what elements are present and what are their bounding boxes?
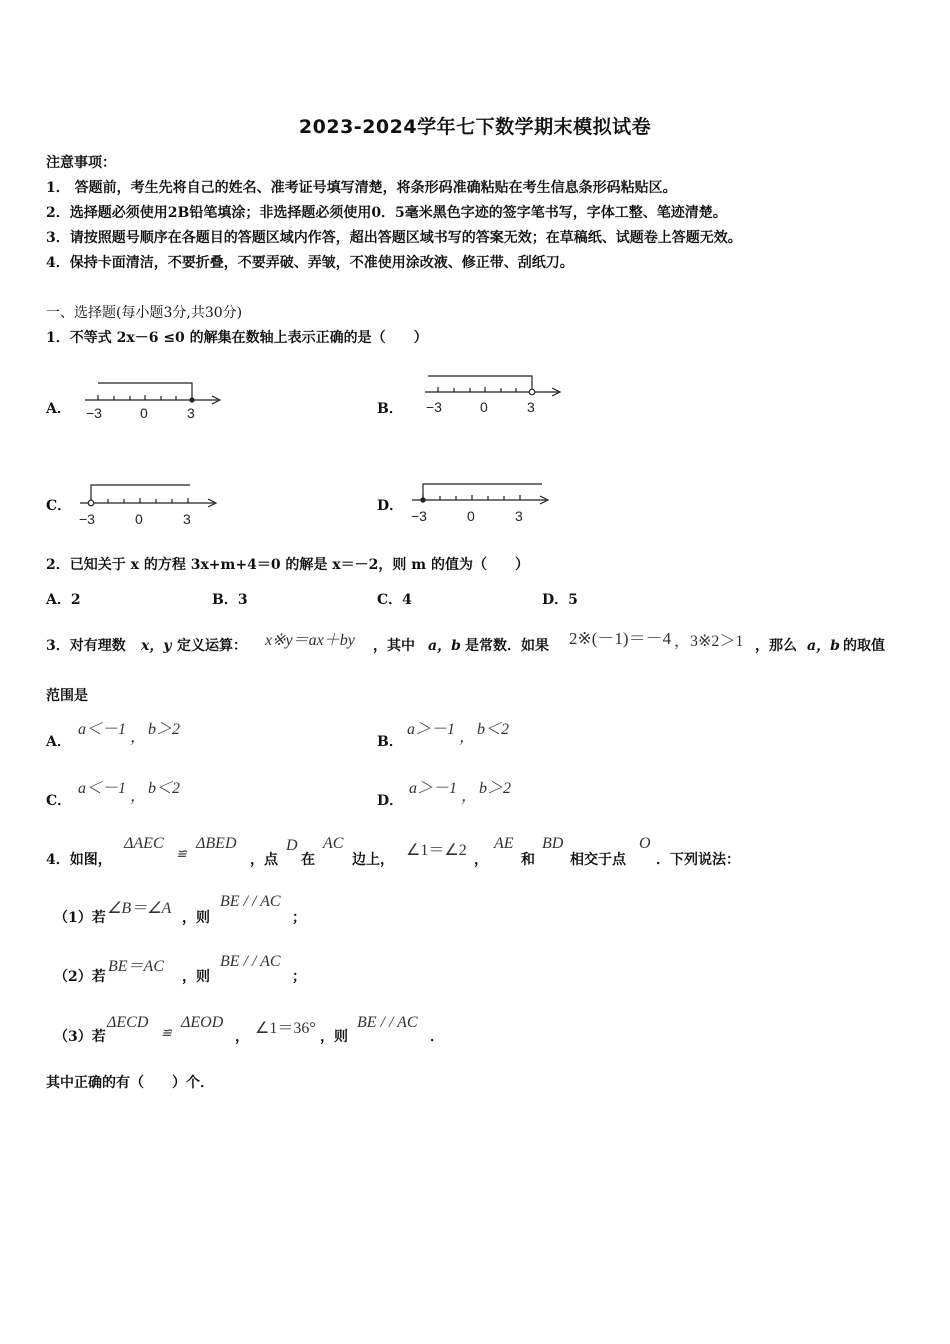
q4-statement-1-lead: （1）若: [54, 910, 106, 926]
q4-statement-3-c2: ΔEOD: [181, 1014, 224, 1031]
tick-label: 0: [480, 399, 488, 415]
q4-statement-3-then: ，则: [320, 1029, 348, 1045]
q3-option-b-c1: a＞－1: [407, 721, 456, 738]
q3-condition-2: 3※2＞1: [690, 633, 744, 650]
tick-label: 3: [187, 405, 195, 421]
tick-label: 0: [135, 511, 143, 527]
q4-statement-2-end: ；: [292, 969, 306, 985]
q3-condition-1: 2※(－1)＝－4: [569, 629, 672, 648]
section-heading: 一、选择题(每小题3分,共30分): [46, 305, 243, 321]
notice-item: 2．选择题必须使用2B铅笔填涂；非选择题必须使用0．5毫米黑色字迹的签字笔书写，字体工整、笔迹清楚。: [46, 205, 727, 221]
q4-segment-ac: AC: [323, 835, 344, 852]
q4-statement-3-sep: ，: [235, 1029, 249, 1045]
tick-label: 3: [515, 508, 523, 524]
page-title: 2023-2024学年七下数学期末模拟试卷: [298, 116, 652, 138]
tick-label: −3: [86, 405, 102, 421]
q1-option-c-label: C．: [46, 498, 72, 514]
q4-triangle-1: ΔAEC: [124, 835, 164, 852]
notice-heading: 注意事项：: [46, 155, 116, 171]
q3-vars: a，b: [807, 638, 840, 654]
notice-item: 3．请按照题号顺序在各题目的答题区域内作答，超出答题区域书写的答案无效；在草稿纸、试题卷上答题无效。: [46, 230, 742, 246]
q3-option-d-label: D．: [377, 793, 404, 809]
q3-text: 是常数．如果: [465, 638, 549, 654]
q3-option-c-label: C．: [46, 793, 72, 809]
q3-option-c-c2: b＜2: [148, 780, 181, 797]
tick-label: 0: [140, 405, 148, 421]
q4-text: ．下列说法：: [656, 852, 740, 868]
q3-text: 的取值: [843, 638, 885, 654]
q4-text: 在: [301, 852, 315, 868]
q3-comma: ，: [674, 633, 691, 650]
q2-option-a: A．2: [46, 592, 81, 608]
q3-option-a-label: A．: [46, 734, 71, 750]
q1-option-b-label: B．: [377, 401, 403, 417]
q3-option-b-sep: ，: [459, 729, 476, 746]
q1-option-d-label: D．: [377, 498, 404, 514]
q1-numberline-d: [410, 476, 560, 526]
q4-statement-2-cond: BE＝AC: [108, 958, 164, 975]
q3-text: ，其中: [373, 638, 415, 654]
q4-triangle-2: ΔBED: [196, 835, 237, 852]
q4-closing: 其中正确的有（ ）个．: [46, 1075, 214, 1091]
q3-option-b-c2: b＜2: [477, 721, 510, 738]
q4-text: 和: [521, 852, 535, 868]
q4-statement-1-cond: ∠B＝∠A: [107, 900, 172, 917]
q3-option-d-c2: b＞2: [479, 780, 512, 797]
q3-option-d-sep: ，: [461, 788, 478, 805]
q4-text: ，: [474, 852, 488, 868]
q1-numberline-b: [420, 372, 570, 417]
q2-option-b: B．3: [212, 592, 248, 608]
q4-statement-2-then: ，则: [182, 969, 210, 985]
q4-text: 边上，: [352, 852, 394, 868]
q4-statement-1-result: BE / / AC: [220, 893, 281, 910]
q3-text: ，那么: [755, 638, 797, 654]
q4-angle-eq: ∠1＝∠2: [406, 842, 467, 859]
q4-congruent-symbol: ≌: [176, 846, 187, 861]
q4-text: 相交于点: [570, 852, 626, 868]
q4-statement-3-lead: （3）若: [54, 1029, 106, 1045]
q3-option-a-sep: ，: [130, 729, 147, 746]
q4-point-o: O: [639, 835, 651, 852]
q1-option-a-label: A．: [46, 401, 71, 417]
q4-segment-bd: BD: [542, 835, 564, 852]
q3-option-d-c1: a＞－1: [409, 780, 458, 797]
question-1-stem: 1．不等式 2x－6 ≤0 的解集在数轴上表示正确的是（ ）: [46, 330, 428, 346]
q4-text: ，点: [250, 852, 278, 868]
q3-text: 3．对有理数: [46, 638, 126, 654]
tick-label: 0: [467, 508, 475, 524]
q4-statement-3-c1: ΔECD: [107, 1014, 149, 1031]
q4-statement-3-end: ．: [430, 1029, 444, 1045]
q3-definition: x※y＝ax＋by: [265, 632, 355, 649]
q4-statement-2-lead: （2）若: [54, 969, 106, 985]
q2-option-d: D．5: [542, 592, 578, 608]
q3-vars: x，y: [141, 638, 172, 654]
q1-numberline-c: [78, 478, 228, 528]
q3-option-b-label: B．: [377, 734, 403, 750]
tick-label: −3: [426, 399, 442, 415]
q2-option-c: C．4: [377, 592, 412, 608]
q4-statement-1-end: ；: [292, 910, 306, 926]
q4-statement-1-then: ，则: [182, 910, 210, 926]
q4-text: 4．如图，: [46, 852, 112, 868]
tick-label: −3: [411, 508, 427, 524]
q4-statement-3-result: BE / / AC: [357, 1014, 418, 1031]
q3-text: 范围是: [46, 688, 88, 704]
question-2-stem: 2．已知关于 x 的方程 3x+m+4＝0 的解是 x＝－2，则 m 的值为（ ）: [46, 557, 529, 573]
q4-statement-3-congruent: ≌: [161, 1025, 172, 1040]
tick-label: −3: [79, 511, 95, 527]
q3-option-a-c2: b＞2: [148, 721, 181, 738]
q1-numberline-a: [80, 378, 230, 423]
q3-option-c-sep: ，: [130, 788, 147, 805]
q3-option-c-c1: a＜－1: [78, 780, 127, 797]
tick-label: 3: [527, 399, 535, 415]
q4-segment-ae: AE: [494, 835, 514, 852]
q3-option-a-c1: a＜－1: [78, 721, 127, 738]
q3-text: 定义运算：: [177, 638, 247, 654]
q4-point-d: D: [286, 837, 298, 854]
notice-item: 1． 答题前，考生先将自己的姓名、准考证号填写清楚，将条形码准确粘贴在考生信息条形码粘贴区。: [46, 180, 677, 196]
q3-vars: a，b: [428, 638, 461, 654]
notice-item: 4．保持卡面清洁，不要折叠，不要弄破、弄皱，不准使用涂改液、修正带、刮纸刀。: [46, 255, 574, 271]
q4-statement-2-result: BE / / AC: [220, 953, 281, 970]
q4-statement-3-c3: ∠1＝36°: [255, 1020, 316, 1037]
tick-label: 3: [183, 511, 191, 527]
